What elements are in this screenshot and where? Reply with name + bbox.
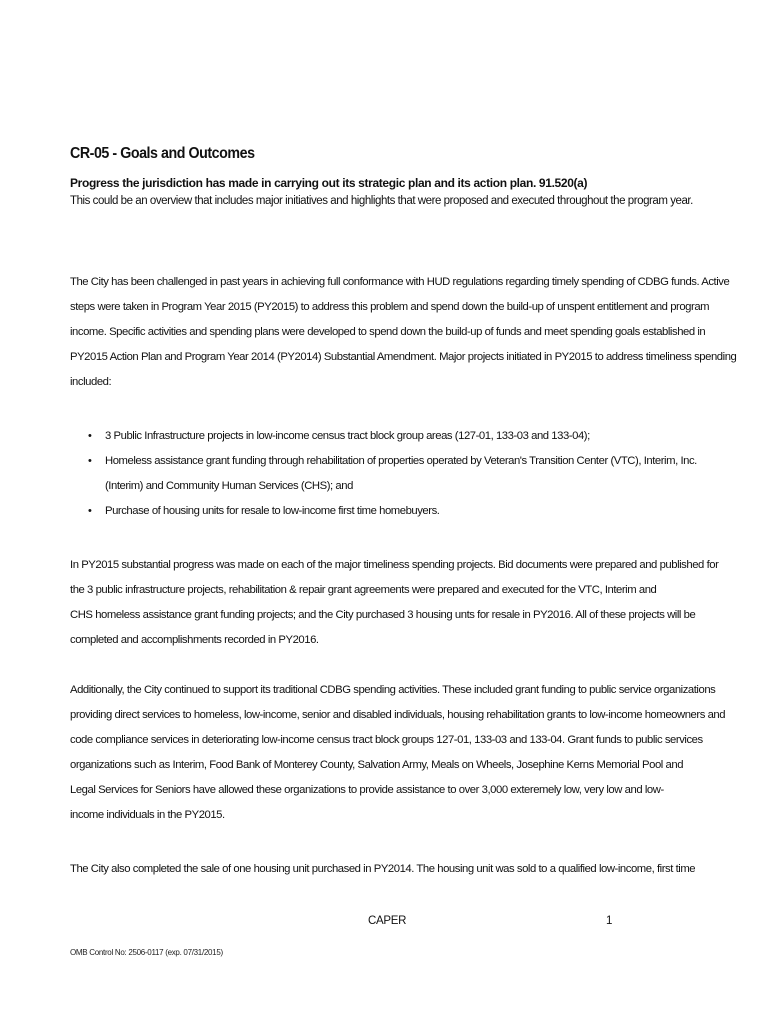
paragraph-line: organizations such as Interim, Food Bank of Monterey County, Salvation Army, Meals on Wheels, Josephine Kerns Memorial Pool and: [70, 759, 684, 771]
footer-page-number: 1: [606, 915, 613, 927]
paragraph-line: code compliance services in deteriorating low-income census tract block groups 127-01, 133-03 and 133-04. Grant funds to public services: [70, 734, 703, 746]
bullet-icon: •: [88, 505, 92, 517]
document-content: [70, 145, 737, 875]
list-item: [88, 499, 697, 524]
paragraph-additional-activities: [70, 678, 725, 828]
paragraph-timeliness: [70, 270, 736, 395]
paragraph-line: included:: [70, 376, 112, 388]
paragraph-line: CHS homeless assistance grant funding projects; and the City purchased 3 housing unts for resale in PY2016. All of these projects will be: [70, 609, 696, 621]
paragraph-line: Additionally, the City continued to support its traditional CDBG spending activities. These included grant funding to public service organizations: [70, 684, 716, 696]
paragraph-line: The City also completed the sale of one housing unit purchased in PY2014. The housing unit was sold to a qualified low-income, first time: [70, 863, 696, 875]
paragraph-line: In PY2015 substantial progress was made on each of the major timeliness spending projects. Bid documents were prepared and published for: [70, 559, 719, 571]
list-item-text: 3 Public Infrastructure projects in low-income census tract block group areas (127-01, 133-03 and 133-04);: [105, 430, 590, 442]
section-intro: This could be an overview that includes major initiatives and highlights that were proposed and executed throughout the program year.: [70, 195, 693, 207]
paragraph-line: providing direct services to homeless, low-income, senior and disabled individuals, housing rehabilitation grants to low-income homeowners and: [70, 709, 726, 721]
list-item-text: Purchase of housing units for resale to low-income first time homebuyers.: [105, 505, 440, 517]
list-item: [88, 424, 697, 449]
list-item-text: Homeless assistance grant funding through rehabilitation of properties operated by Veteran's Transition Center (VTC), Interim, Inc.: [105, 455, 697, 467]
project-bullet-list: [88, 424, 697, 524]
footer-omb-control: OMB Control No: 2506-0117 (exp. 07/31/2015): [70, 948, 223, 957]
section-title: CR-05 - Goals and Outcomes: [70, 145, 255, 162]
paragraph-line: PY2015 Action Plan and Program Year 2014 (PY2014) Substantial Amendment. Major projects initiated in PY2015 to address timeliness spending: [70, 351, 737, 363]
paragraph-line: steps were taken in Program Year 2015 (PY2015) to address this problem and spend down the build-up of unspent entitlement and program: [70, 301, 710, 313]
list-item: [88, 449, 697, 499]
list-item-text: (Interim) and Community Human Services (CHS); and: [105, 480, 353, 492]
bullet-icon: •: [88, 430, 92, 442]
bullet-icon: •: [88, 455, 92, 467]
footer-document-name: CAPER: [368, 915, 407, 927]
paragraph-progress: [70, 553, 718, 653]
paragraph-line: Legal Services for Seniors have allowed these organizations to provide assistance to over 3,000 exteremely low, very low and low-: [70, 784, 664, 796]
paragraph-housing-sale: [70, 857, 695, 882]
paragraph-line: The City has been challenged in past years in achieving full conformance with HUD regulations regarding timely spending of CDBG funds. Active: [70, 276, 730, 288]
paragraph-line: income individuals in the PY2015.: [70, 809, 225, 821]
paragraph-line: the 3 public infrastructure projects, rehabilitation & repair grant agreements were prepared and executed for the VTC, Interim and: [70, 584, 657, 596]
paragraph-line: income. Specific activities and spending plans were developed to spend down the build-up of funds and meet spending goals established in: [70, 326, 706, 338]
section-subtitle: Progress the jurisdiction has made in carrying out its strategic plan and its action plan. 91.520(a): [70, 176, 588, 190]
paragraph-line: completed and accomplishments recorded in PY2016.: [70, 634, 319, 646]
